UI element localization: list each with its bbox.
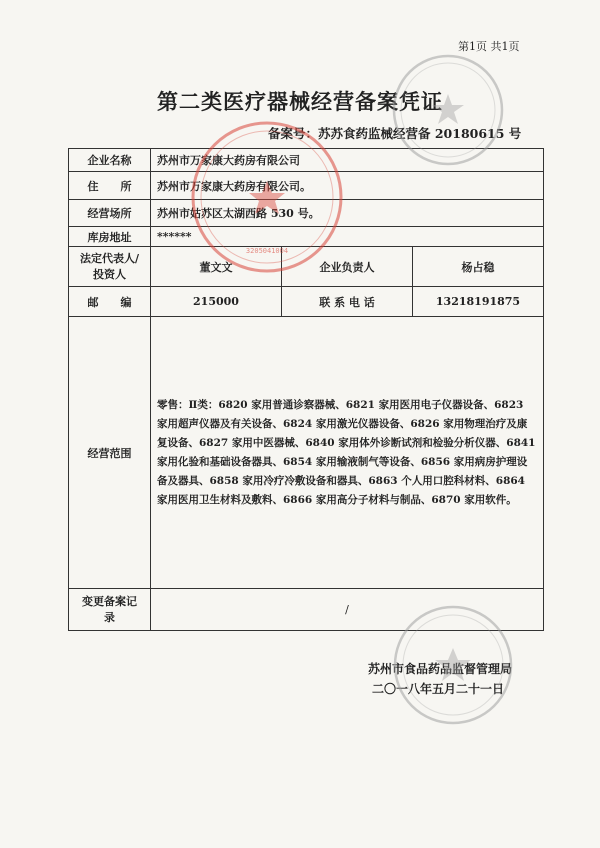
phone-value: 13218191875 [413, 287, 544, 317]
change-record-value: / [151, 589, 544, 631]
postcode-label: 邮 编 [69, 287, 151, 317]
scope-label: 经营范围 [69, 317, 151, 589]
company-name-value: 苏州市万家康大药房有限公司 [151, 149, 544, 172]
change-record-label: 变更备案记 录 [69, 589, 151, 631]
business-place-label: 经营场所 [69, 200, 151, 227]
warehouse-label: 库房地址 [69, 227, 151, 247]
phone-label: 联 系 电 话 [282, 287, 413, 317]
postcode-value: 215000 [151, 287, 282, 317]
manager-value: 杨占稳 [413, 247, 544, 287]
residence-label: 住 所 [69, 172, 151, 200]
scope-value: 零售：Ⅱ类：6820 家用普通诊察器械、6821 家用医用电子仪器设备、6823 家用超声仪器及有关设备、6824 家用激光仪器设备、6826 家用物理治疗及康复设备、6827 家用中医器械、6840 家用体外诊断试剂和检验分析仪器、6841 家用化验和基础设备器具、6854 家用输液制气等设备、6856 家用病房护理设备及器具、6858 家用冷疗冷敷设备和器具、6863 个人用口腔科材料、6864 家用医用卫生材料及敷料、6866 家用高分子材料与制品、6870 家用软件。 [151, 317, 544, 589]
residence-value: 苏州市万家康大药房有限公司。 [151, 172, 544, 200]
legal-rep-value: 董文文 [151, 247, 282, 287]
certificate-table [68, 148, 544, 631]
issue-date: 二〇一八年五月二十一日 [372, 682, 505, 696]
issuing-agency: 苏州市食品药品监督管理局 [368, 662, 513, 676]
legal-rep-label: 法定代表人/投资人 [69, 247, 151, 287]
page-number: 第1页 共1页 [458, 40, 520, 53]
page-title: 第二类医疗器械经营备案凭证 [157, 89, 443, 114]
manager-label: 企业负责人 [282, 247, 413, 287]
warehouse-value: ****** [151, 227, 544, 247]
business-place-value: 苏州市姑苏区太湖西路 530 号。 [151, 200, 544, 227]
company-name-label: 企业名称 [69, 149, 151, 172]
seal-serial: 3205041004 [245, 247, 289, 255]
record-number: 备案号：苏苏食药监械经营备 20180615 号 [268, 126, 522, 141]
